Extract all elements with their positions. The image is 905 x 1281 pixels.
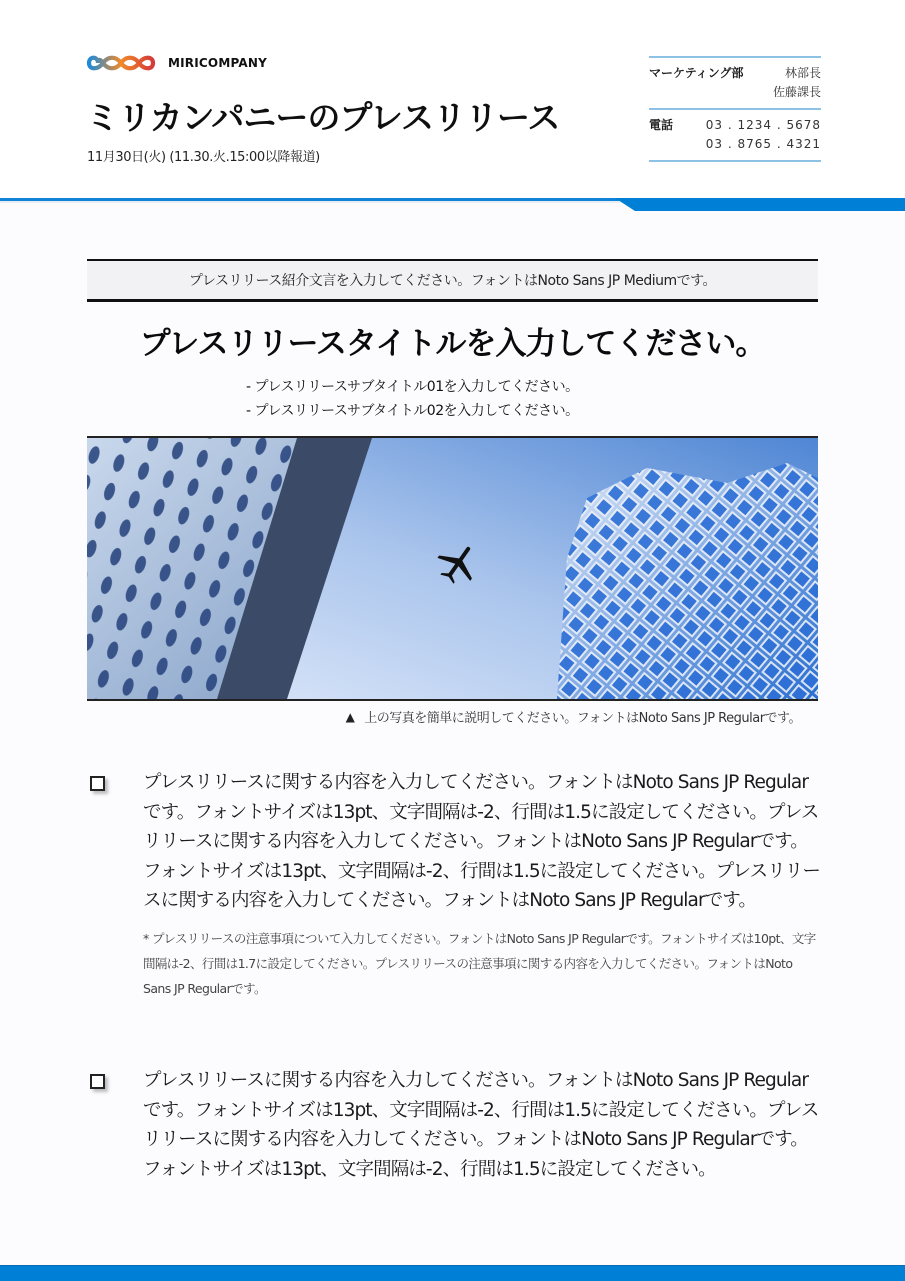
brand-name: MIRICOMPANY [168,56,267,70]
hero-photo [87,436,818,701]
page-title: ミリカンパニーのプレスリリース [86,98,560,137]
company-logo [86,50,267,76]
checkbox-icon[interactable] [90,776,105,791]
photo-caption [346,707,801,726]
phone-number[interactable]: 03 . 1234 . 5678 [705,118,821,132]
infinity-logo-icon [86,50,156,76]
divider [649,160,821,162]
release-date: 11月30日(火) (11.30.火.15:00以降報道) [87,150,320,165]
contact-person: 林部長 [784,66,821,80]
section-note: * プレスリリースの注意事項について入力してください。フォントはNoto Sans JP Regularです。フォントサイズは10pt、文字間隔は-2、行間は1.7に設定してください。プレスリリースの注意事項に関する内容を入力してください。フォントはNoto Sans JP Regularです。 [143,930,816,996]
subtitle-list [246,375,579,423]
intro-text-box: プレスリリース紹介文言を入力してください。フォントはNoto Sans JP Mediumです。 [87,259,818,302]
contact-block [649,56,821,162]
department-row [649,58,821,108]
phone-row [649,110,821,160]
content-section [87,1066,822,1184]
department-label: マーケティング部 [649,66,744,80]
phone-numbers [706,116,821,154]
document-header [0,0,905,200]
skyscraper-photo-image [87,438,818,699]
phone-label: 電話 [649,118,674,132]
subtitle-item: - プレスリリースサブタイトル02を入力してください。 [246,403,579,419]
subtitle-item: - プレスリリースサブタイトル01を入力してください。 [246,379,579,395]
section-body: プレスリリースに関する内容を入力してください。フォントはNoto Sans JP Regularです。フォントサイズは13pt、文字間隔は-2、行間は1.5に設定してください。プレスリリースに関する内容を入力してください。フォントはNoto Sans JP Regularです。フォントサイズは13pt、文字間隔は-2、行間は1.5に設定してください。 [143,1070,819,1180]
section-body: プレスリリースに関する内容を入力してください。フォントはNoto Sans JP Regularです。フォントサイズは13pt、文字間隔は-2、行間は1.5に設定してください。プレスリリースに関する内容を入力してください。フォントはNoto Sans JP Regularです。フォントサイズは13pt、文字間隔は-2、行間は1.5に設定してください。プレスリリースに関する内容を入力してください。フォントはNoto Sans JP Regularです。 [143,772,821,911]
caption-text: 上の写真を簡単に説明してください。フォントはNoto Sans JP Regularです。 [364,711,801,726]
footer-accent-bar [0,1265,905,1281]
checkbox-icon[interactable] [90,1074,105,1089]
contact-person: 佐藤課長 [772,85,821,99]
phone-number[interactable]: 03 . 8765 . 4321 [705,137,821,151]
content-section [87,768,822,1001]
contact-people [773,64,821,102]
triangle-up-icon: ▲ [345,709,355,724]
header-accent-band [0,197,905,215]
press-release-title: プレスリリースタイトルを入力してください。 [139,326,766,362]
